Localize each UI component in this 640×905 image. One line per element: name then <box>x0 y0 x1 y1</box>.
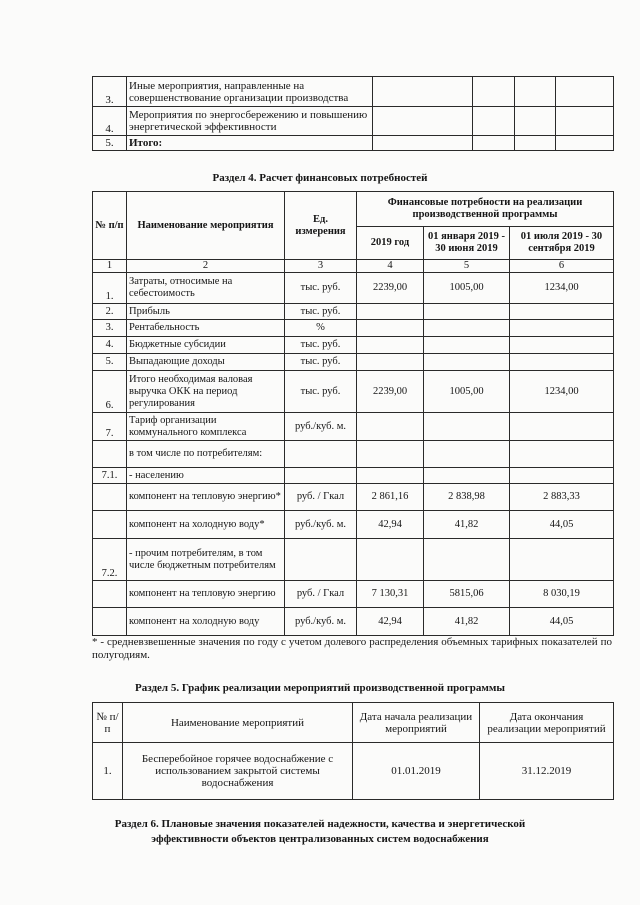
row-value <box>357 539 424 581</box>
row-value <box>357 337 424 354</box>
row-name: Бюджетные субсидии <box>127 337 285 354</box>
row-unit <box>285 441 357 468</box>
row-unit: руб./куб. м. <box>285 608 357 636</box>
top-table-block <box>92 76 614 151</box>
row-unit: руб. / Гкал <box>285 581 357 608</box>
finance-table-block <box>92 191 614 636</box>
row-number: 2. <box>93 304 127 320</box>
header-num: № п/п <box>93 703 123 743</box>
schedule-table-block <box>92 702 614 800</box>
row-value: 8 030,19 <box>510 581 614 608</box>
col-number: 4 <box>357 260 424 273</box>
row-unit: руб./куб. м. <box>285 511 357 539</box>
row-name: Бесперебойное горячее водоснабжение с использованием закрытой системы водоснабжения <box>123 743 353 800</box>
row-number <box>93 511 127 539</box>
row-name: Иные мероприятия, направленные на совершенствование организации производства <box>127 77 373 107</box>
row-value: 2 861,16 <box>357 484 424 511</box>
row-value: 2239,00 <box>357 371 424 413</box>
row-unit: руб. / Гкал <box>285 484 357 511</box>
header-unit: Ед. измерения <box>285 192 357 260</box>
row-number: 6. <box>93 371 127 413</box>
row-number: 3. <box>93 77 127 107</box>
section6-title-line2: эффективности объектов централизованных систем водоснабжения <box>151 833 489 845</box>
finance-table <box>92 191 614 636</box>
row-start-date: 01.01.2019 <box>353 743 480 800</box>
row-value: 2 883,33 <box>510 484 614 511</box>
row-number <box>93 581 127 608</box>
row-number: 7.1. <box>93 468 127 484</box>
row-value: 1234,00 <box>510 273 614 304</box>
row-number: 5. <box>93 354 127 371</box>
row-name: Выпадающие доходы <box>127 354 285 371</box>
row-name: Мероприятия по энергосбережению и повышению энергетической эффективности <box>127 107 373 136</box>
row-value <box>357 468 424 484</box>
header-end: Дата окончания реализации мероприятий <box>480 703 614 743</box>
row-value <box>424 354 510 371</box>
row-value <box>510 441 614 468</box>
row-name: Затраты, относимые на себестоимость <box>127 273 285 304</box>
row-name: компонент на тепловую энергию* <box>127 484 285 511</box>
row-name: Рентабельность <box>127 320 285 337</box>
table-row <box>93 539 614 581</box>
row-number <box>93 484 127 511</box>
table-row <box>93 354 614 371</box>
table-row <box>93 413 614 441</box>
row-unit: тыс. руб. <box>285 354 357 371</box>
row-name: компонент на тепловую энергию <box>127 581 285 608</box>
header-name: Наименование мероприятия <box>127 192 285 260</box>
row-number: 4. <box>93 107 127 136</box>
row-value <box>424 320 510 337</box>
row-end-date: 31.12.2019 <box>480 743 614 800</box>
table-row <box>93 320 614 337</box>
row-value: 42,94 <box>357 511 424 539</box>
section4-title: Раздел 4. Расчет финансовых потребностей <box>212 172 428 184</box>
row-unit: руб./куб. м. <box>285 413 357 441</box>
row-value <box>510 337 614 354</box>
row-name: - населению <box>127 468 285 484</box>
col-number: 2 <box>127 260 285 273</box>
row-name: Прибыль <box>127 304 285 320</box>
row-value: 5815,06 <box>424 581 510 608</box>
row-number <box>93 608 127 636</box>
section6-title-line1: Раздел 6. Плановые значения показателей надежности, качества и энергетической <box>114 818 526 830</box>
row-number: 7.2. <box>93 539 127 581</box>
header-start: Дата начала реализации мероприятий <box>353 703 480 743</box>
row-unit <box>285 539 357 581</box>
table-row <box>93 581 614 608</box>
row-value: 42,94 <box>357 608 424 636</box>
row-value: 7 130,31 <box>357 581 424 608</box>
row-unit: % <box>285 320 357 337</box>
row-value <box>357 441 424 468</box>
row-number: 3. <box>93 320 127 337</box>
column-number-row <box>93 260 614 273</box>
footnote: * - средневзвешенные значения по году с учетом долевого распределения объемных тарифных показателей по полугодиям. <box>92 636 612 661</box>
col-number: 6 <box>510 260 614 273</box>
row-value: 1005,00 <box>424 371 510 413</box>
row-value <box>424 413 510 441</box>
header-group: Финансовые потребности на реализации производственной программы <box>357 192 614 227</box>
row-value: 2 838,98 <box>424 484 510 511</box>
col-number: 1 <box>93 260 127 273</box>
row-value <box>424 304 510 320</box>
row-value <box>510 354 614 371</box>
row-name: - прочим потребителям, в том числе бюджетным потребителям <box>127 539 285 581</box>
row-value <box>510 539 614 581</box>
table-row <box>93 136 614 151</box>
table-row <box>93 608 614 636</box>
row-number: 5. <box>93 136 127 151</box>
row-value <box>510 468 614 484</box>
row-unit: тыс. руб. <box>285 304 357 320</box>
row-name: компонент на холодную воду <box>127 608 285 636</box>
row-value <box>424 441 510 468</box>
header-period-h1: 01 января 2019 - 30 июня 2019 <box>424 227 510 260</box>
schedule-table <box>92 702 614 800</box>
table-row <box>93 743 614 800</box>
table-row <box>93 441 614 468</box>
top-table <box>92 76 614 151</box>
section5-title: Раздел 5. График реализации мероприятий производственной программы <box>135 682 505 694</box>
row-number <box>93 441 127 468</box>
row-name: Тариф организации коммунального комплекса <box>127 413 285 441</box>
row-value <box>357 354 424 371</box>
header-name: Наименование мероприятий <box>123 703 353 743</box>
row-value <box>357 320 424 337</box>
row-value: 44,05 <box>510 608 614 636</box>
row-value <box>510 304 614 320</box>
table-header-row <box>93 192 614 227</box>
header-period-h2: 01 июля 2019 - 30 сентября 2019 <box>510 227 614 260</box>
col-number: 3 <box>285 260 357 273</box>
row-value: 2239,00 <box>357 273 424 304</box>
row-unit: тыс. руб. <box>285 337 357 354</box>
col-number: 5 <box>424 260 510 273</box>
table-row <box>93 468 614 484</box>
table-header-row <box>93 703 614 743</box>
row-value: 41,82 <box>424 511 510 539</box>
row-number: 1. <box>93 273 127 304</box>
table-row <box>93 511 614 539</box>
table-row <box>93 107 614 136</box>
row-value: 41,82 <box>424 608 510 636</box>
row-name: Итого: <box>127 136 373 151</box>
row-value <box>424 539 510 581</box>
row-value <box>357 413 424 441</box>
table-row <box>93 304 614 320</box>
table-row <box>93 273 614 304</box>
row-value <box>424 468 510 484</box>
row-value: 44,05 <box>510 511 614 539</box>
row-value <box>510 320 614 337</box>
row-value: 1234,00 <box>510 371 614 413</box>
table-row <box>93 371 614 413</box>
row-value <box>510 413 614 441</box>
table-row <box>93 337 614 354</box>
table-row <box>93 484 614 511</box>
row-number: 7. <box>93 413 127 441</box>
row-name: компонент на холодную воду* <box>127 511 285 539</box>
header-period-year: 2019 год <box>357 227 424 260</box>
row-value <box>424 337 510 354</box>
row-value <box>357 304 424 320</box>
row-unit: тыс. руб. <box>285 273 357 304</box>
row-unit: тыс. руб. <box>285 371 357 413</box>
row-number: 1. <box>93 743 123 800</box>
row-number: 4. <box>93 337 127 354</box>
row-name: Итого необходимая валовая выручка ОКК на период регулирования <box>127 371 285 413</box>
row-unit <box>285 468 357 484</box>
row-name: в том числе по потребителям: <box>127 441 285 468</box>
row-value: 1005,00 <box>424 273 510 304</box>
header-num: № п/п <box>93 192 127 260</box>
table-row <box>93 77 614 107</box>
